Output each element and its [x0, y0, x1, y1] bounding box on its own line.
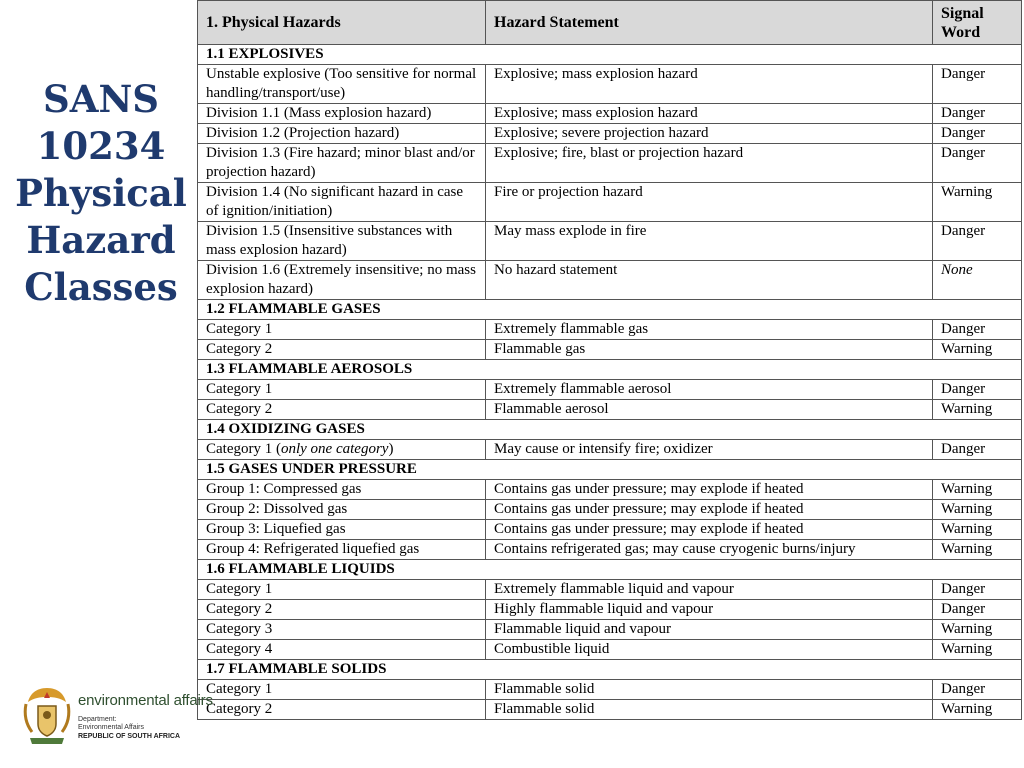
signal-word: Warning — [933, 480, 1022, 500]
section-row-explosives — [198, 45, 1022, 65]
hazard-class: Division 1.6 (Extremely insensitive; no mass explosion hazard) — [198, 261, 486, 300]
title-line: 10234 — [36, 124, 166, 168]
hazard-class: Category 1 — [198, 380, 486, 400]
hazard-statement: No hazard statement — [486, 261, 933, 300]
signal-word: Danger — [933, 124, 1022, 144]
hazard-statement: Extremely flammable liquid and vapour — [486, 580, 933, 600]
table-row — [198, 183, 1022, 222]
slide-title — [6, 76, 196, 311]
signal-word: Danger — [933, 580, 1022, 600]
section-row-flammable-aerosols — [198, 360, 1022, 380]
title-line: SANS — [43, 77, 159, 121]
signal-word: Warning — [933, 340, 1022, 360]
hazard-class: Division 1.2 (Projection hazard) — [198, 124, 486, 144]
section-row-flammable-liquids — [198, 560, 1022, 580]
signal-word: Warning — [933, 700, 1022, 720]
signal-word: Danger — [933, 222, 1022, 261]
hazard-class: Category 1 — [198, 680, 486, 700]
table-row — [198, 144, 1022, 183]
hazard-statement: Extremely flammable aerosol — [486, 380, 933, 400]
table-row — [198, 480, 1022, 500]
hazard-statement: Explosive; mass explosion hazard — [486, 65, 933, 104]
hazard-statement: Contains gas under pressure; may explode if heated — [486, 480, 933, 500]
table-row — [198, 104, 1022, 124]
table-header-row — [198, 1, 1022, 45]
table-row — [198, 600, 1022, 620]
table-row — [198, 340, 1022, 360]
table-row — [198, 440, 1022, 460]
hazard-class: Category 1 (only one category) — [198, 440, 486, 460]
logo-department: Department: Environmental Affairs — [78, 716, 145, 731]
section-row-gases-under-pressure — [198, 460, 1022, 480]
hazard-class: Division 1.1 (Mass explosion hazard) — [198, 104, 486, 124]
table-row — [198, 700, 1022, 720]
hazard-statement: Contains gas under pressure; may explode if heated — [486, 520, 933, 540]
hazard-statement: Flammable gas — [486, 340, 933, 360]
hazard-class: Category 2 — [198, 600, 486, 620]
section-title: 1.2 FLAMMABLE GASES — [198, 300, 1022, 320]
hazard-statement: Highly flammable liquid and vapour — [486, 600, 933, 620]
hazard-class: Group 3: Liquefied gas — [198, 520, 486, 540]
table-row — [198, 580, 1022, 600]
signal-word: Danger — [933, 600, 1022, 620]
hazard-statement: Fire or projection hazard — [486, 183, 933, 222]
hazard-class: Category 2 — [198, 400, 486, 420]
hazard-statement: Extremely flammable gas — [486, 320, 933, 340]
hazard-class: Group 2: Dissolved gas — [198, 500, 486, 520]
hazard-class: Division 1.5 (Insensitive substances with mass explosion hazard) — [198, 222, 486, 261]
section-title: 1.7 FLAMMABLE SOLIDS — [198, 660, 1022, 680]
table-row — [198, 640, 1022, 660]
coat-of-arms-icon — [18, 684, 76, 750]
hazard-statement: May mass explode in fire — [486, 222, 933, 261]
signal-word: None — [933, 261, 1022, 300]
signal-word: Danger — [933, 144, 1022, 183]
signal-word: Warning — [933, 520, 1022, 540]
hazard-class: Category 4 — [198, 640, 486, 660]
section-title: 1.1 EXPLOSIVES — [198, 45, 1022, 65]
signal-word: Warning — [933, 400, 1022, 420]
signal-word: Danger — [933, 320, 1022, 340]
hazard-class: Category 2 — [198, 700, 486, 720]
signal-word: Warning — [933, 183, 1022, 222]
table-row — [198, 680, 1022, 700]
hazard-statement: Explosive; severe projection hazard — [486, 124, 933, 144]
table-row — [198, 222, 1022, 261]
table-row — [198, 65, 1022, 104]
section-title: 1.4 OXIDIZING GASES — [198, 420, 1022, 440]
hazard-statement: Contains gas under pressure; may explode if heated — [486, 500, 933, 520]
title-line: Classes — [24, 265, 178, 309]
signal-word: Danger — [933, 680, 1022, 700]
signal-word: Warning — [933, 620, 1022, 640]
hazard-class: Division 1.3 (Fire hazard; minor blast and/or projection hazard) — [198, 144, 486, 183]
hazard-statement: Combustible liquid — [486, 640, 933, 660]
section-row-oxidizing-gases — [198, 420, 1022, 440]
hazard-statement: Explosive; mass explosion hazard — [486, 104, 933, 124]
hazard-class: Group 4: Refrigerated liquefied gas — [198, 540, 486, 560]
table-row — [198, 380, 1022, 400]
table-row — [198, 261, 1022, 300]
signal-word: Warning — [933, 540, 1022, 560]
signal-word: Warning — [933, 640, 1022, 660]
signal-word: Danger — [933, 65, 1022, 104]
section-title: 1.3 FLAMMABLE AEROSOLS — [198, 360, 1022, 380]
section-title: 1.5 GASES UNDER PRESSURE — [198, 460, 1022, 480]
table-row — [198, 620, 1022, 640]
hazard-class: Division 1.4 (No significant hazard in case of ignition/initiation) — [198, 183, 486, 222]
signal-word: Danger — [933, 380, 1022, 400]
hazard-class: Category 1 — [198, 580, 486, 600]
signal-word: Danger — [933, 104, 1022, 124]
hazard-statement: Explosive; fire, blast or projection hazard — [486, 144, 933, 183]
hazard-statement: Flammable solid — [486, 680, 933, 700]
hazard-class: Category 1 — [198, 320, 486, 340]
hazard-statement: Contains refrigerated gas; may cause cryogenic burns/injury — [486, 540, 933, 560]
signal-word: Danger — [933, 440, 1022, 460]
hazard-statement: Flammable liquid and vapour — [486, 620, 933, 640]
section-row-flammable-solids — [198, 660, 1022, 680]
table-row — [198, 124, 1022, 144]
header-hazard-statement: Hazard Statement — [486, 1, 933, 45]
hazard-statement: Flammable solid — [486, 700, 933, 720]
title-line: Hazard — [26, 218, 176, 262]
section-title: 1.6 FLAMMABLE LIQUIDS — [198, 560, 1022, 580]
section-row-flammable-gases — [198, 300, 1022, 320]
hazard-statement: Flammable aerosol — [486, 400, 933, 420]
hazard-class: Group 1: Compressed gas — [198, 480, 486, 500]
hazard-statement: May cause or intensify fire; oxidizer — [486, 440, 933, 460]
table-row — [198, 500, 1022, 520]
logo-country: REPUBLIC OF SOUTH AFRICA — [78, 733, 181, 740]
header-physical-hazards: 1. Physical Hazards — [198, 1, 486, 45]
hazard-table — [197, 0, 1022, 720]
table-row — [198, 320, 1022, 340]
title-line: Physical — [15, 171, 187, 215]
hazard-class: Unstable explosive (Too sensitive for normal handling/transport/use) — [198, 65, 486, 104]
header-signal-word: Signal Word — [933, 1, 1022, 45]
table-row — [198, 520, 1022, 540]
table-row — [198, 540, 1022, 560]
table-row — [198, 400, 1022, 420]
logo-name: environmental affairs — [78, 692, 213, 709]
hazard-class: Category 2 — [198, 340, 486, 360]
signal-word: Warning — [933, 500, 1022, 520]
hazard-class: Category 3 — [198, 620, 486, 640]
department-logo — [16, 682, 226, 752]
